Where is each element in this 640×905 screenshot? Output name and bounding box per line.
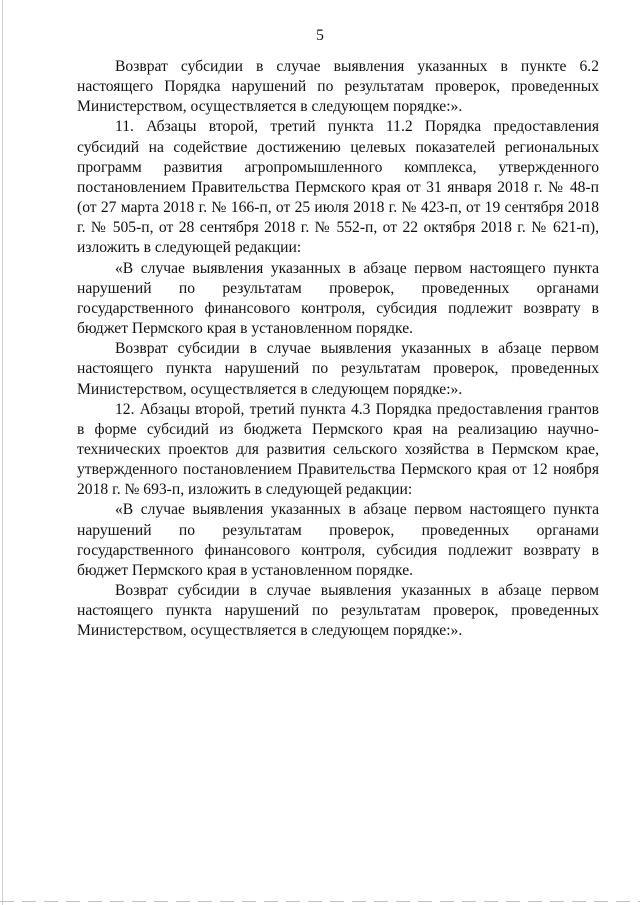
paragraph-item-12-quote-1: «В случае выявления указанных в абзаце первом настоящего пункта нарушений по результатам проверок, проведенных органами государственного финансового контроля, субсидия подлежит возврату в бюджет Пермского края в установленном порядке.	[77, 501, 599, 579]
document-body	[77, 57, 599, 642]
paragraph-item-12: 12. Абзацы второй, третий пункта 4.3 Порядка предоставления грантов в форме субсидий из бюджета Пермского края на реализацию научно-технических проектов для развития сельского хозяйства в Пермском крае, утвержденного постановлением Правительства Пермского края от 12 ноября 2018 г. № 693-п, изложить в следующей редакции:	[77, 400, 599, 499]
page-number: 5	[316, 27, 324, 44]
paragraph-item-12-quote-2: Возврат субсидии в случае выявления указанных в абзаце первом настоящего пункта нарушений по результатам проверок, проведенных Министерством, осуществляется в следующем порядке:».	[77, 582, 599, 640]
scan-bottom-edge	[0, 901, 640, 902]
paragraph-item-11-quote-2: Возврат субсидии в случае выявления указанных в абзаце первом настоящего пункта нарушений по результатам проверок, проведенных Министерством, осуществляется в следующем порядке:».	[77, 340, 599, 398]
paragraph-refund-6-2: Возврат субсидии в случае выявления указанных в пункте 6.2 настоящего Порядка нарушений по результатам проверок, проведенных Министерством, осуществляется в следующем порядке:».	[77, 58, 599, 116]
paragraph-item-11: 11. Абзацы второй, третий пункта 11.2 Порядка предоставления субсидий на содействие достижению целевых показателей региональных программ развития агропромышленного комплекса, утвержденного постановлением Правительства Пермского края от 31 января 2018 г. № 48-п (от 27 марта 2018 г. № 166-п, от 25 июля 2018 г. № 423-п, от 19 сентября 2018 г. № 505-п, от 28 сентября 2018 г. № 552-п, от 22 октября 2018 г. № 621-п), изложить в следующей редакции:	[77, 118, 599, 257]
scan-edge-line	[2, 0, 3, 905]
paragraph-item-11-quote-1: «В случае выявления указанных в абзаце первом настоящего пункта нарушений по результатам проверок, проведенных органами государственного финансового контроля, субсидия подлежит возврату в бюджет Пермского края в установленном порядке.	[77, 259, 599, 338]
